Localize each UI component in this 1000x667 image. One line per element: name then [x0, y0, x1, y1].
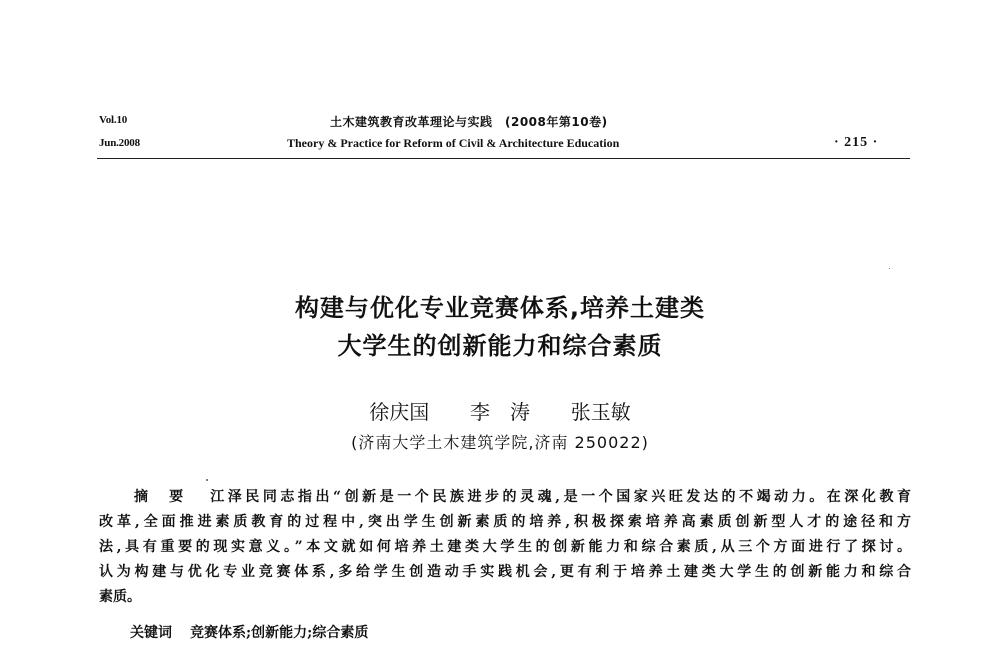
author-affiliation: (济南大学土木建筑学院,济南 250022)	[351, 433, 649, 452]
abstract-text: 江泽民同志指出“创新是一个民族进步的灵魂,是一个国家兴旺发达的不竭动力。在深化教育	[206, 489, 911, 505]
volume-label: Vol.10	[99, 114, 128, 126]
header-rule	[97, 158, 910, 159]
abstract-label: 摘 要	[134, 489, 187, 505]
abstract-line-3: 法,具有重要的现实意义。”本文就如何培养土建类大学生的创新能力和综合素质,从三个方面进行了探讨。	[99, 539, 911, 555]
page-number: · 215 ·	[834, 135, 879, 150]
abstract-line-1	[134, 487, 911, 507]
journal-title-cn: 土木建筑教育改革理论与实践 (2008年第10卷)	[330, 115, 608, 129]
author-name: 徐庆国	[369, 400, 430, 424]
author-name: 李 涛	[470, 400, 530, 424]
keywords-line	[130, 622, 368, 642]
keywords-text: 竞赛体系;创新能力;综合素质	[190, 625, 369, 641]
journal-title-en: Theory & Practice for Reform of Civil & Architecture Education	[287, 136, 620, 150]
issue-date: Jun.2008	[99, 137, 140, 149]
abstract-line-2: 改革,全面推进素质教育的过程中,突出学生创新素质的培养,积极探索培养高素质创新型人才的途径和方	[99, 514, 911, 530]
scan-speck	[206, 479, 208, 481]
author-list	[0, 396, 1000, 425]
author-name: 张玉敏	[570, 400, 631, 424]
article-title-line-2: 大学生的创新能力和综合素质	[337, 332, 663, 360]
article-title-line-1: 构建与优化专业竞赛体系,培养土建类	[294, 294, 706, 322]
keywords-label: 关键词	[130, 625, 172, 641]
abstract-line-4: 认为构建与优化专业竞赛体系,多给学生创造动手实践机会,更有利于培养土建类大学生的创新能力和综合	[99, 564, 911, 580]
scan-speck	[889, 268, 890, 269]
abstract-line-5: 素质。	[99, 589, 141, 605]
